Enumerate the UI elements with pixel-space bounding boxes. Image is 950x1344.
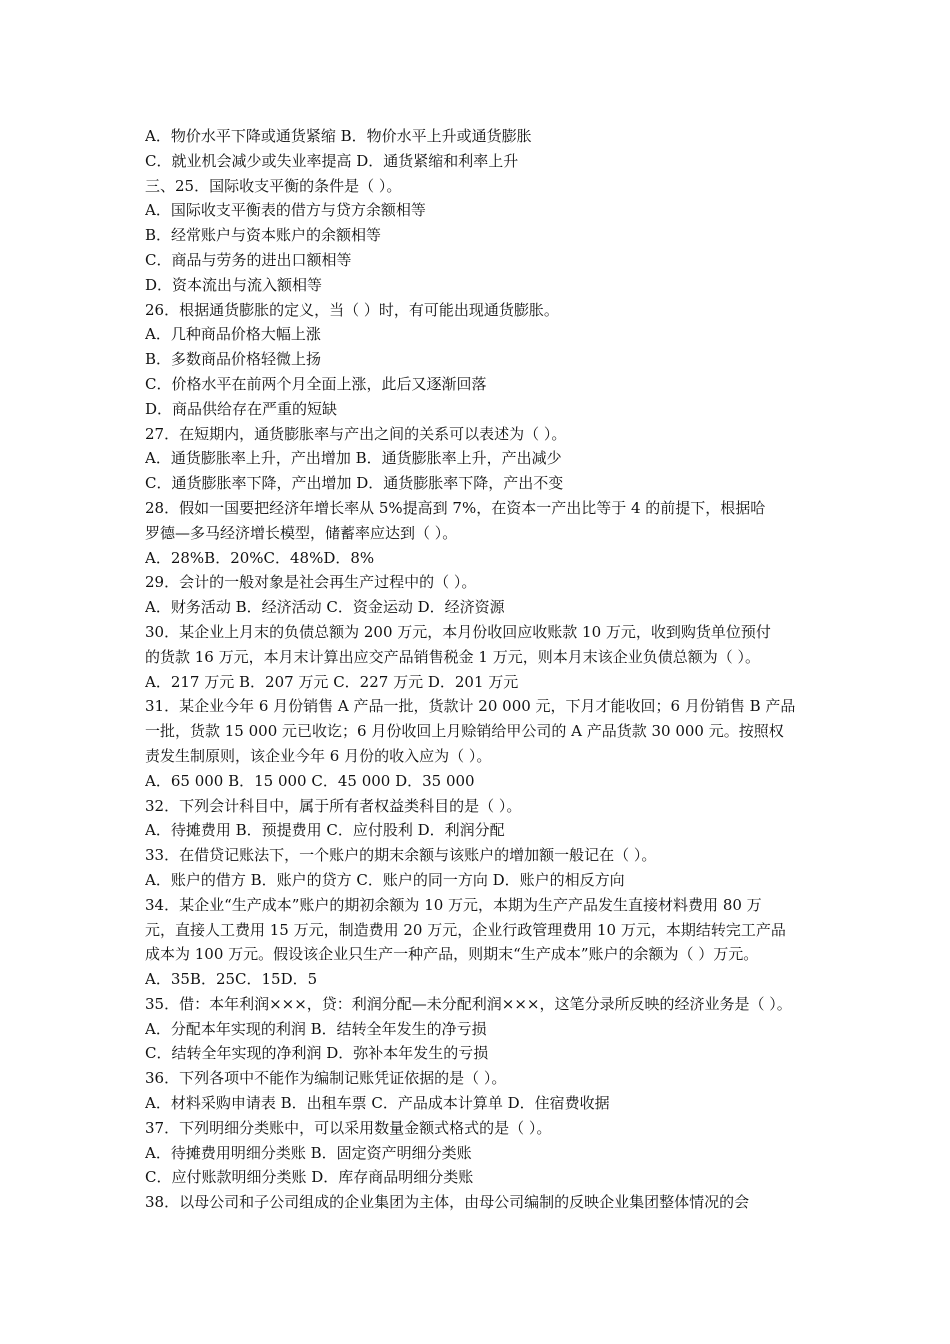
text-line: 三、25．国际收支平衡的条件是（ ）。 bbox=[145, 176, 402, 195]
text-line: 32．下列会计科目中，属于所有者权益类科目的是（ ）。 bbox=[145, 796, 522, 815]
text-line: C．结转全年实现的净利润 D．弥补本年发生的亏损 bbox=[145, 1044, 489, 1063]
text-line: A．账户的借方 B．账户的贷方 C．账户的同一方向 D．账户的相反方向 bbox=[145, 870, 625, 889]
text-line: 26．根据通货膨胀的定义，当（ ）时，有可能出现通货膨胀。 bbox=[145, 300, 559, 319]
text-line: 责发生制原则，该企业今年 6 月份的收入应为（ ）。 bbox=[145, 746, 492, 765]
text-line: 27．在短期内，通货膨胀率与产出之间的关系可以表述为（ ）。 bbox=[145, 424, 567, 443]
text-line: A．几种商品价格大幅上涨 bbox=[145, 325, 321, 344]
text-line: 38．以母公司和子公司组成的企业集团为主体，由母公司编制的反映企业集团整体情况的会 bbox=[145, 1193, 750, 1212]
text-line: A．待摊费用 B．预提费用 C．应付股利 D．利润分配 bbox=[145, 821, 505, 840]
text-line: 28．假如一国要把经济年增长率从 5%提高到 7%，在资本一产出比等于 4 的前提下，根据哈 bbox=[145, 498, 766, 517]
text-line: 35．借：本年利润×××，贷：利润分配—未分配利润×××，这笔分录所反映的经济业务是（ ）。 bbox=[145, 994, 792, 1013]
text-line: C．商品与劳务的进出口额相等 bbox=[145, 250, 352, 269]
text-line: A．65 000 B．15 000 C．45 000 D．35 000 bbox=[145, 771, 475, 790]
text-line: A．国际收支平衡表的借方与贷方余额相等 bbox=[145, 201, 426, 220]
text-line: 29．会计的一般对象是社会再生产过程中的（ ）。 bbox=[145, 573, 477, 592]
text-line: A．217 万元 B．207 万元 C．227 万元 D．201 万元 bbox=[145, 672, 519, 691]
text-line: A．35B．25C．15D．5 bbox=[145, 970, 318, 989]
text-line: A．物价水平下降或通货紧缩 B．物价水平上升或通货膨胀 bbox=[145, 127, 532, 145]
text-line: 31．某企业今年 6 月份销售 A 产品一批，货款计 20 000 元，下月才能收回；6 月份销售 B 产品 bbox=[145, 697, 796, 716]
document-body bbox=[145, 124, 835, 1215]
text-line: 的货款 16 万元，本月末计算出应交产品销售税金 1 万元，则本月末该企业负债总额为（ ）。 bbox=[145, 647, 760, 666]
text-line: 一批，货款 15 000 元已收讫；6 月份收回上月赊销给甲公司的 A 产品货款 30 000 元。按照权 bbox=[145, 722, 784, 741]
text-line: D．资本流出与流入额相等 bbox=[145, 275, 323, 294]
text-line: B．多数商品价格轻微上扬 bbox=[145, 350, 322, 369]
text-line: C．价格水平在前两个月全面上涨，此后又逐渐回落 bbox=[145, 374, 487, 393]
text-line: B．经常账户与资本账户的余额相等 bbox=[145, 226, 382, 245]
text-line: 成本为 100 万元。假设该企业只生产一种产品，则期末“生产成本”账户的余额为（ ）万元。 bbox=[145, 945, 759, 964]
text-line: A．通货膨胀率上升，产出增加 B．通货膨胀率上升，产出减少 bbox=[145, 449, 562, 468]
text-line: 34．某企业“生产成本”账户的期初余额为 10 万元，本期为生产产品发生直接材料费用 80 万 bbox=[145, 895, 762, 914]
text-line: 37．下列明细分类账中，可以采用数量金额式格式的是（ ）。 bbox=[145, 1118, 552, 1137]
text-line: C．应付账款明细分类账 D．库存商品明细分类账 bbox=[145, 1168, 474, 1187]
text-line: A．28%B．20%C．48%D．8% bbox=[145, 548, 375, 567]
text-line: 罗德—多马经济增长模型，储蓄率应达到（ ）。 bbox=[145, 523, 458, 542]
text-line: C．通货膨胀率下降，产出增加 D．通货膨胀率下降，产出不变 bbox=[145, 474, 564, 493]
text-line: 30．某企业上月末的负债总额为 200 万元，本月份收回应收账款 10 万元，收到购货单位预付 bbox=[145, 622, 771, 641]
text-line: A．待摊费用明细分类账 B．固定资产明细分类账 bbox=[145, 1143, 472, 1162]
text-line: 36．下列各项中不能作为编制记账凭证依据的是（ ）。 bbox=[145, 1069, 507, 1088]
text-line: 33．在借贷记账法下，一个账户的期末余额与该账户的增加额一般记在（ ）。 bbox=[145, 846, 657, 865]
text-line: A．分配本年实现的利润 B．结转全年发生的净亏损 bbox=[145, 1019, 487, 1038]
text-line: D．商品供给存在严重的短缺 bbox=[145, 399, 338, 418]
text-line: 元，直接人工费用 15 万元，制造费用 20 万元，企业行政管理费用 10 万元，本期结转完工产品 bbox=[145, 920, 786, 939]
text-line: A．材料采购申请表 B．出租车票 C．产品成本计算单 D．住宿费收据 bbox=[145, 1094, 610, 1113]
text-line: C．就业机会减少或失业率提高 D．通货紧缩和利率上升 bbox=[145, 151, 519, 170]
text-line: A．财务活动 B．经济活动 C．资金运动 D．经济资源 bbox=[145, 598, 505, 617]
